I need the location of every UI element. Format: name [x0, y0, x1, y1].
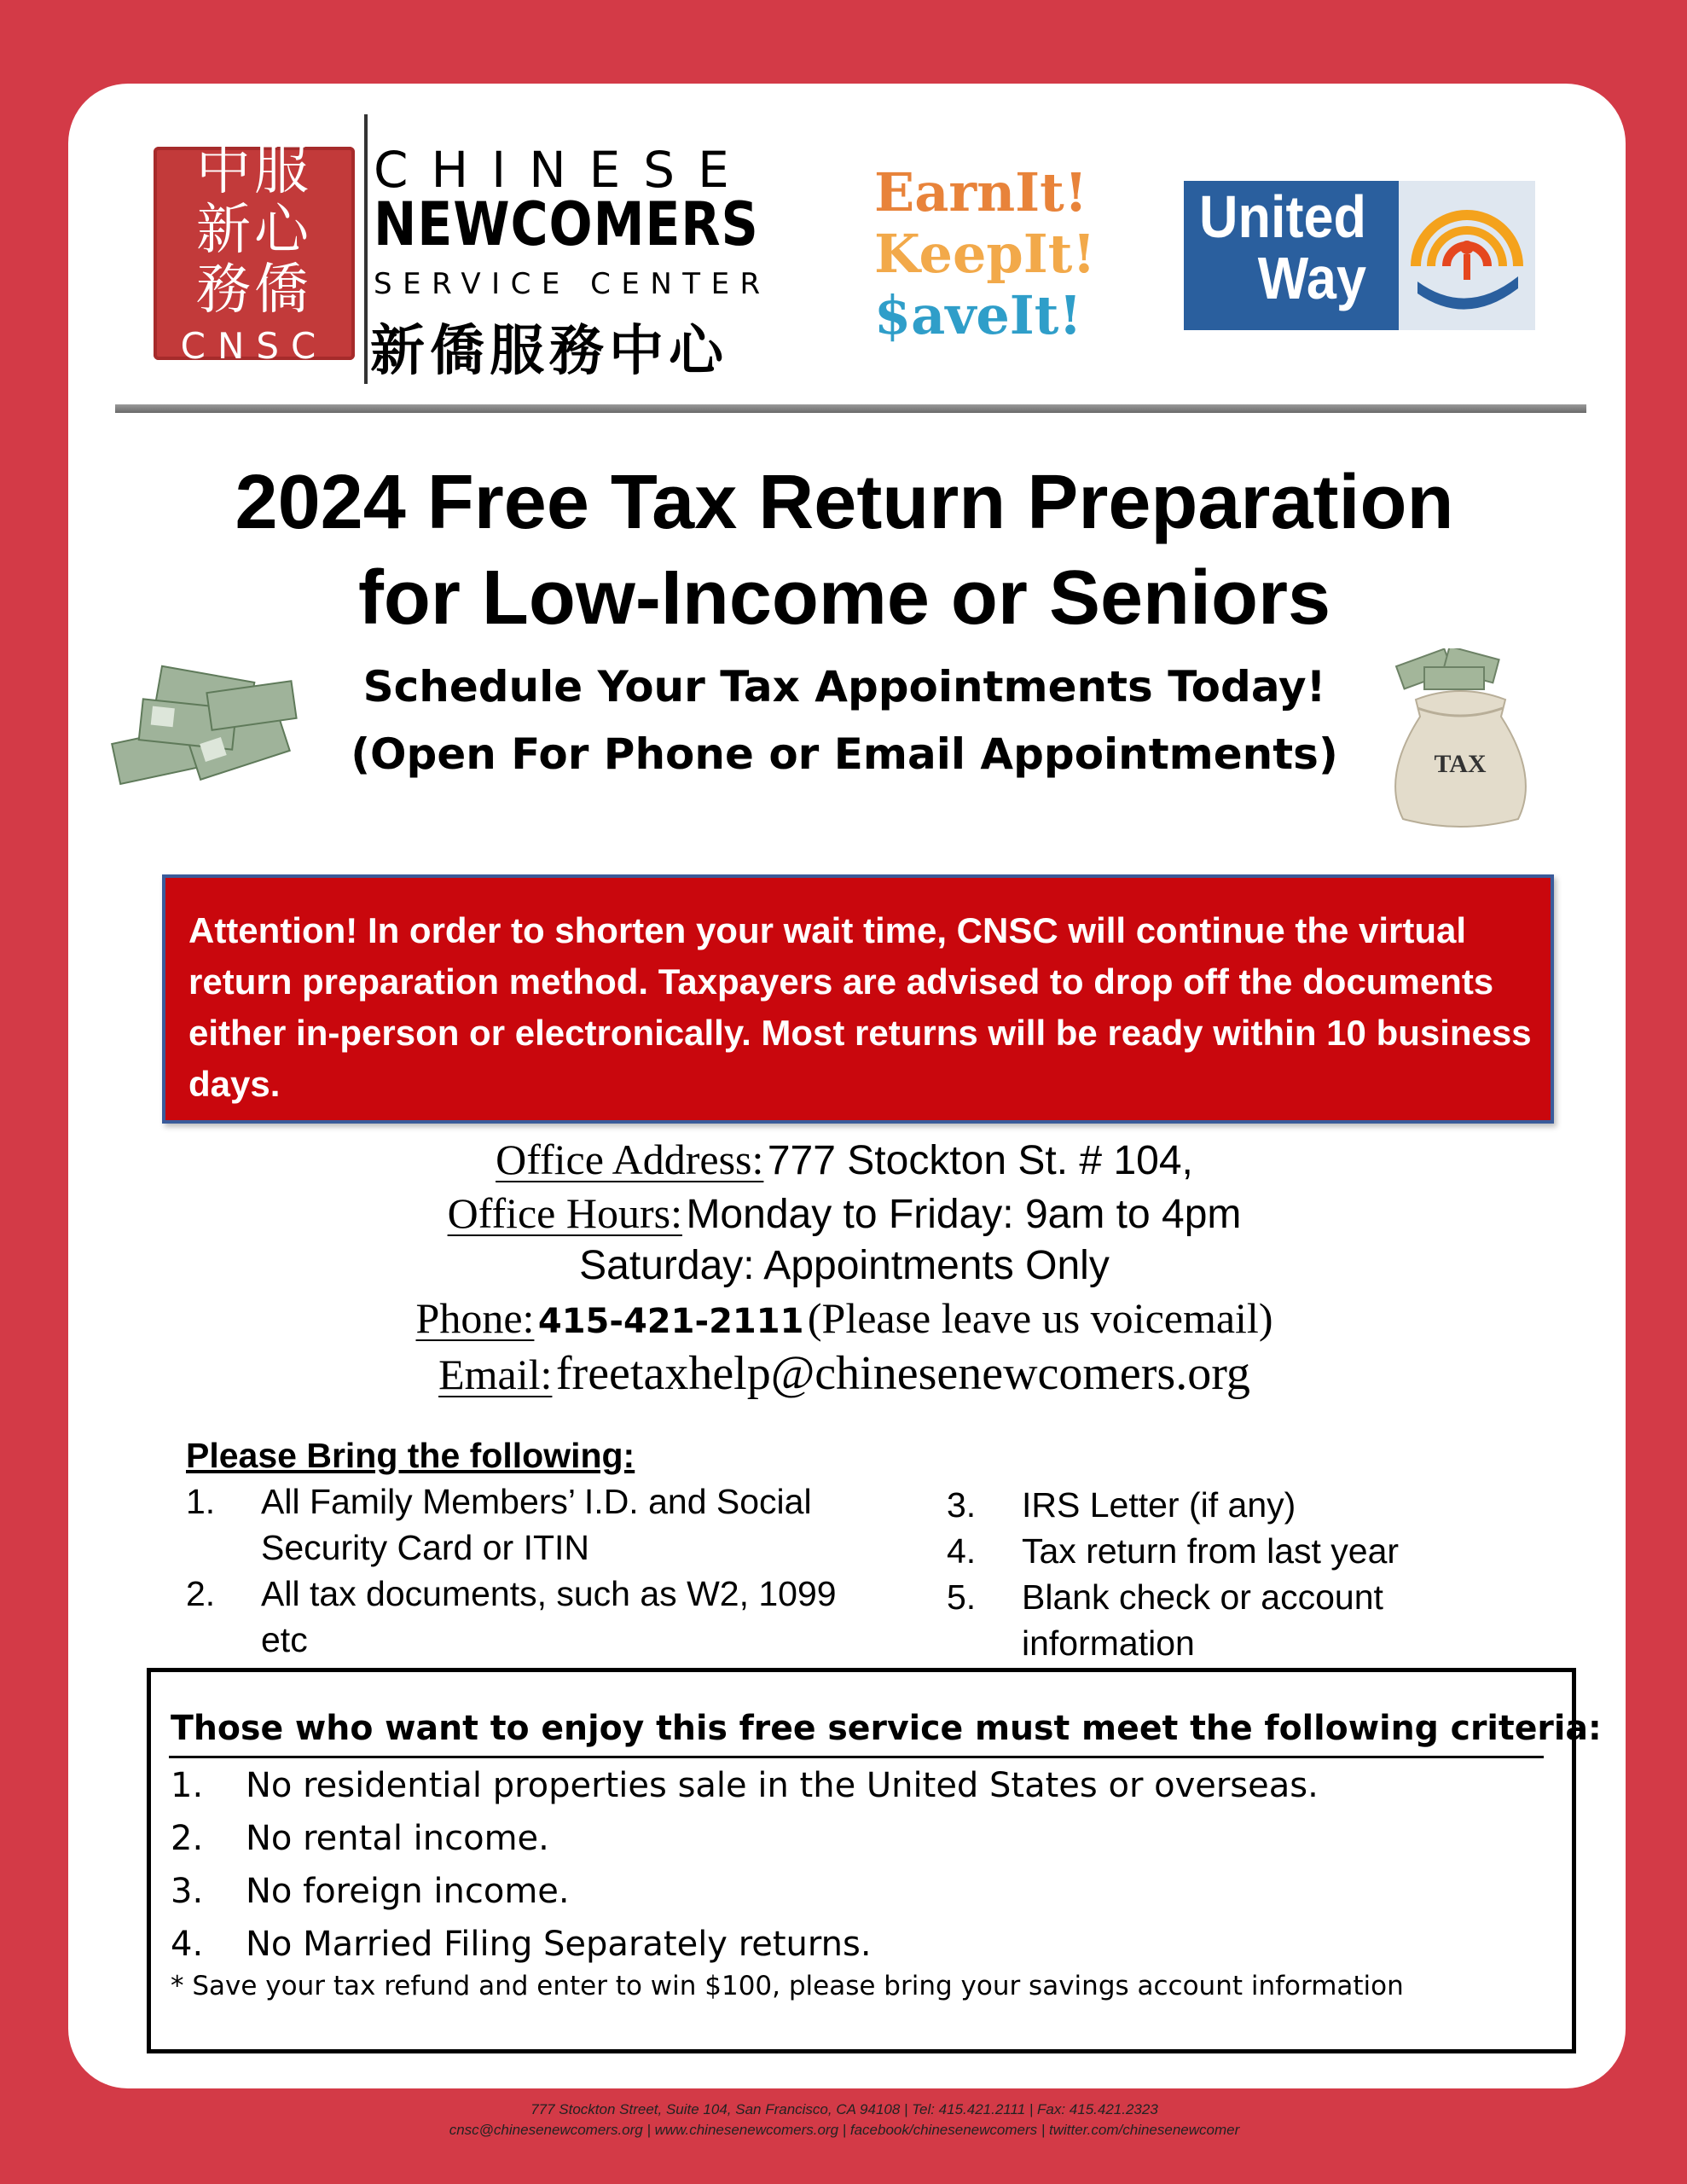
list-item: [171, 1759, 1319, 1812]
bring-heading: Please Bring the following:: [186, 1436, 635, 1475]
org-name-service-center: SERVICE CENTER: [374, 267, 771, 301]
contact-phone-row: [85, 1293, 1603, 1343]
list-number: 4.: [171, 1925, 204, 1964]
hours-value: Monday to Friday: 9am to 4pm: [686, 1192, 1242, 1237]
keepit-text: KeepIt!: [874, 223, 1096, 285]
saveit-text: $aveIt!: [874, 284, 1082, 346]
list-number: 3.: [171, 1872, 204, 1911]
header-rule: [115, 404, 1586, 413]
list-text: All tax documents, such as W2, 1099 etc: [261, 1574, 837, 1659]
contact-hours-row: [85, 1188, 1603, 1238]
email-label: Email:: [438, 1350, 553, 1398]
list-number: 2.: [171, 1819, 204, 1858]
list-number: 5.: [947, 1577, 977, 1617]
united-way-emblem-icon: [1399, 181, 1535, 330]
hours-label: Office Hours:: [447, 1189, 682, 1237]
attention-banner: [162, 874, 1554, 1124]
list-item: [947, 1528, 1561, 1574]
list-text: No residential properties sale in the United States or overseas.: [246, 1766, 1319, 1805]
list-text: No Married Filing Separately returns.: [246, 1925, 872, 1964]
earnit-keepit-saveit-logo: [874, 162, 1096, 346]
org-name-newcomers: NEWCOMERS: [374, 189, 759, 259]
attention-text: Attention! In order to shorten your wait time, CNSC will continue the virtual return preparation method. Taxpayers are advised to drop off the documents either in-person or electronically. Most returns will be ready within 10 business days.: [188, 910, 1532, 1104]
list-item: [171, 1865, 1319, 1918]
saturday-hours: Saturday: Appointments Only: [579, 1243, 1110, 1288]
seal-abbreviation: CNSC: [180, 324, 328, 367]
subtitle-open: (Open For Phone or Email Appointments): [351, 729, 1338, 779]
list-item: [947, 1482, 1561, 1528]
list-number: 3.: [947, 1485, 977, 1525]
bring-list-right: [947, 1482, 1561, 1666]
money-stack-icon: [107, 657, 303, 802]
list-text: Tax return from last year: [1022, 1531, 1400, 1571]
list-text: IRS Letter (if any): [1022, 1485, 1296, 1525]
criteria-note: * Save your tax refund and enter to win $100, please bring your savings account information: [171, 1971, 1404, 2001]
list-number: 1.: [186, 1482, 216, 1521]
contact-email-row: [85, 1346, 1603, 1401]
list-text: No foreign income.: [246, 1872, 570, 1911]
seal-chinese-characters: 中服新心務僑: [196, 138, 312, 322]
criteria-heading-underline: [169, 1756, 1544, 1758]
cnsc-seal-logo: [154, 138, 355, 367]
list-number: 1.: [171, 1766, 204, 1805]
tax-bag-icon: [1365, 648, 1557, 836]
email-value[interactable]: freetaxhelp@chinesenewcomers.org: [555, 1347, 1250, 1400]
address-value: 777 Stockton St. # 104,: [767, 1138, 1193, 1183]
list-item: [947, 1574, 1561, 1666]
list-item: [186, 1478, 868, 1571]
page-title-line1: 2024 Free Tax Return Preparation: [235, 460, 1454, 545]
list-item: [171, 1812, 1319, 1865]
earnit-text: EarnIt!: [874, 161, 1088, 224]
contact-saturday-row: [85, 1242, 1603, 1289]
logo-divider: [364, 114, 368, 384]
list-text: Blank check or account information: [1022, 1577, 1383, 1663]
united-way-text: United Way: [1199, 183, 1366, 311]
list-number: 2.: [186, 1574, 216, 1613]
subtitle-schedule: Schedule Your Tax Appointments Today!: [362, 662, 1326, 712]
phone-label: Phone:: [415, 1294, 535, 1342]
list-item: [186, 1571, 868, 1663]
org-name-chinese: CHINESE: [374, 141, 752, 199]
list-item: [171, 1918, 1319, 1971]
list-text: No rental income.: [246, 1819, 549, 1858]
footer-links-line[interactable]: cnsc@chinesenewcomers.org | www.chinesenewcomers.org | facebook/chinesenewcomers | twitter.com/chinesenewcomer: [449, 2122, 1240, 2138]
bring-list-left: [186, 1478, 868, 1663]
list-text: All Family Members’ I.D. and Social Security Card or ITIN: [261, 1482, 812, 1567]
footer-address-line: 777 Stockton Street, Suite 104, San Francisco, CA 94108 | Tel: 415.421.2111 | Fax: 415.421.2323: [530, 2101, 1158, 2117]
list-number: 4.: [947, 1531, 977, 1571]
org-name-chinese-script: 新僑服務中心: [370, 320, 728, 383]
criteria-list: [171, 1759, 1319, 1971]
phone-note: (Please leave us voicemail): [807, 1294, 1273, 1342]
page-title-line2: for Low-Income or Seniors: [357, 555, 1331, 641]
phone-value[interactable]: 415-421-2111: [537, 1302, 804, 1341]
contact-address-row: [85, 1135, 1603, 1184]
criteria-heading: Those who want to enjoy this free service must meet the following criteria:: [171, 1709, 1602, 1748]
tax-bag-label: TAX: [1434, 750, 1487, 778]
address-label: Office Address:: [496, 1136, 764, 1183]
